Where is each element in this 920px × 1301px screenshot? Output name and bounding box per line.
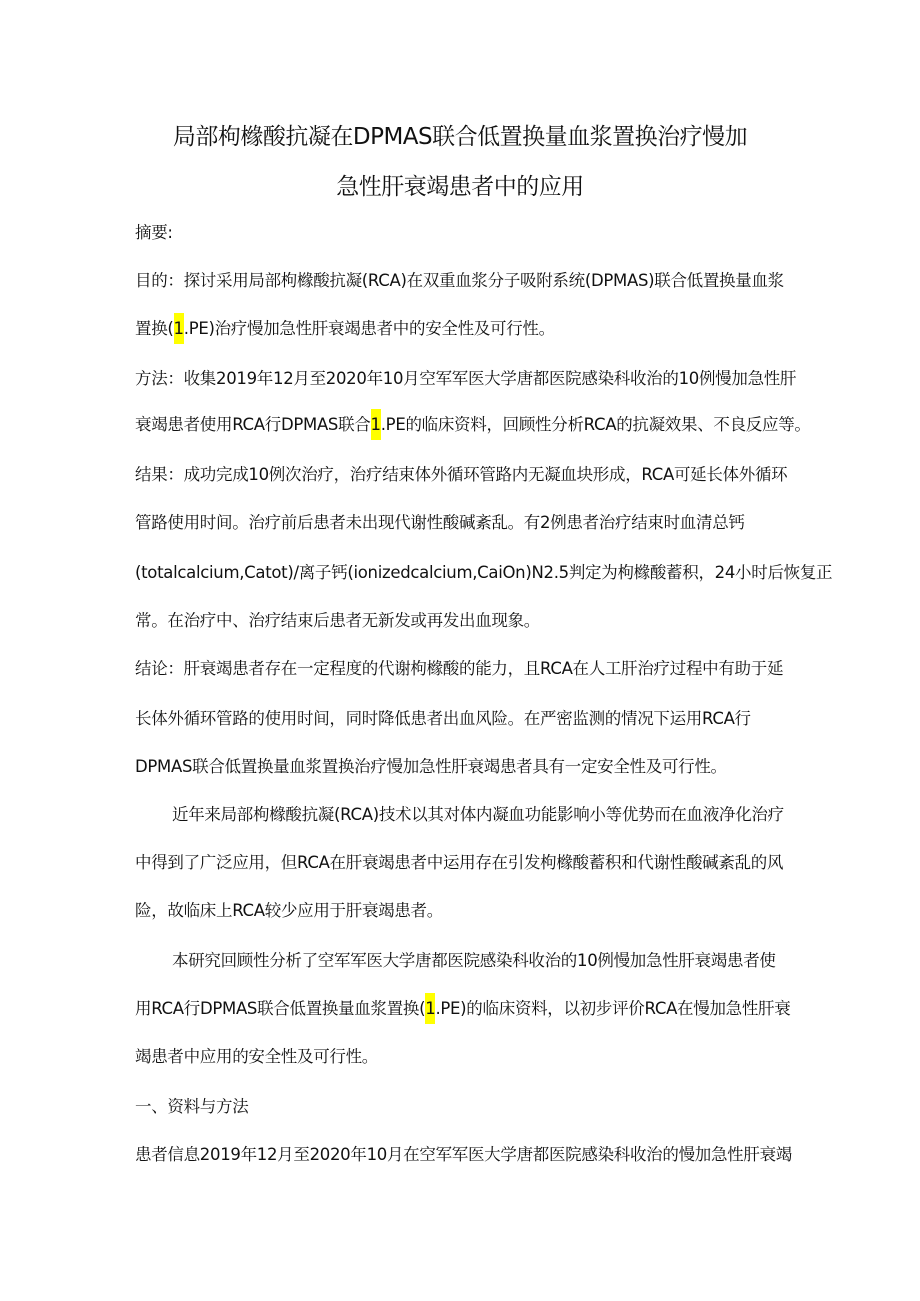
body-paragraph-line: 本研究回顾性分析了空军军医大学唐都医院感染科收治的10例慢加急性肝衰竭患者使 [172, 951, 776, 970]
body-paragraph-line: 中得到了广泛应用，但RCA在肝衰竭患者中运用存在引发枸橼酸蓄积和代谢性酸碱紊乱的风 [135, 853, 784, 872]
highlighted-text: 1 [425, 993, 435, 1024]
highlighted-text: 1 [371, 409, 381, 440]
abstract-conclusion-line: DPMAS联合低置换量血浆置换治疗慢加急性肝衰竭患者具有一定安全性及可行性。 [135, 757, 727, 776]
abstract-result-line: 结果：成功完成10例次治疗，治疗结束体外循环管路内无凝血块形成，RCA可延长体外循环 [135, 465, 788, 484]
abstract-conclusion-line: 长体外循环管路的使用时间，同时降低患者出血风险。在严密监测的情况下运用RCA行 [135, 709, 751, 728]
body-paragraph-line [135, 994, 835, 1024]
section-heading: 一、资料与方法 [135, 1097, 249, 1116]
abstract-purpose-line: 目的：探讨采用局部枸橼酸抗凝(RCA)在双重血浆分子吸附系统(DPMAS)联合低置换量血浆 [135, 271, 784, 290]
text-segment: .PE)治疗慢加急性肝衰竭患者中的安全性及可行性。 [183, 319, 555, 338]
text-segment: .PE)的临床资料，以初步评价RCA在慢加急性肝衰 [435, 999, 791, 1018]
text-segment: 置换( [135, 319, 174, 338]
document-title-line-2: 急性肝衰竭患者中的应用 [336, 174, 584, 200]
abstract-conclusion-line: 结论：肝衰竭患者存在一定程度的代谢枸橼酸的能力，且RCA在人工肝治疗过程中有助于延 [135, 659, 784, 678]
body-paragraph-line: 竭患者中应用的安全性及可行性。 [135, 1047, 379, 1066]
abstract-result-line: (totalcalcium,Catot)/离子钙(ionizedcalcium,CaiOn)N2.5判定为枸橼酸蓄积，24小时后恢复正 [135, 563, 833, 582]
body-paragraph-line: 近年来局部枸橼酸抗凝(RCA)技术以其对体内凝血功能影响小等优势而在血液净化治疗 [172, 805, 784, 824]
body-paragraph-line: 险，故临床上RCA较少应用于肝衰竭患者。 [135, 901, 443, 920]
abstract-result-line: 管路使用时间。治疗前后患者未出现代谢性酸碱紊乱。有2例患者治疗结束时血清总钙 [135, 513, 745, 532]
text-segment: 衰竭患者使用RCA行DPMAS联合 [135, 415, 371, 434]
abstract-heading: 摘要: [135, 223, 173, 242]
abstract-method-line [135, 410, 835, 440]
text-segment: .PE的临床资料，回顾性分析RCA的抗凝效果、不良反应等。 [380, 415, 811, 434]
body-paragraph-line: 患者信息2019年12月至2020年10月在空军军医大学唐都医院感染科收治的慢加急性肝衰竭 [135, 1145, 792, 1164]
document-title-line-1: 局部枸橼酸抗凝在DPMAS联合低置换量血浆置换治疗慢加 [172, 124, 748, 150]
abstract-result-line: 常。在治疗中、治疗结束后患者无新发或再发出血现象。 [135, 611, 541, 630]
abstract-purpose-line [135, 314, 835, 344]
abstract-method-line: 方法：收集2019年12月至2020年10月空军军医大学唐都医院感染科收治的10例慢加急性肝 [135, 369, 797, 388]
text-segment: 用RCA行DPMAS联合低置换量血浆置换( [135, 999, 426, 1018]
highlighted-text: 1 [174, 313, 184, 344]
